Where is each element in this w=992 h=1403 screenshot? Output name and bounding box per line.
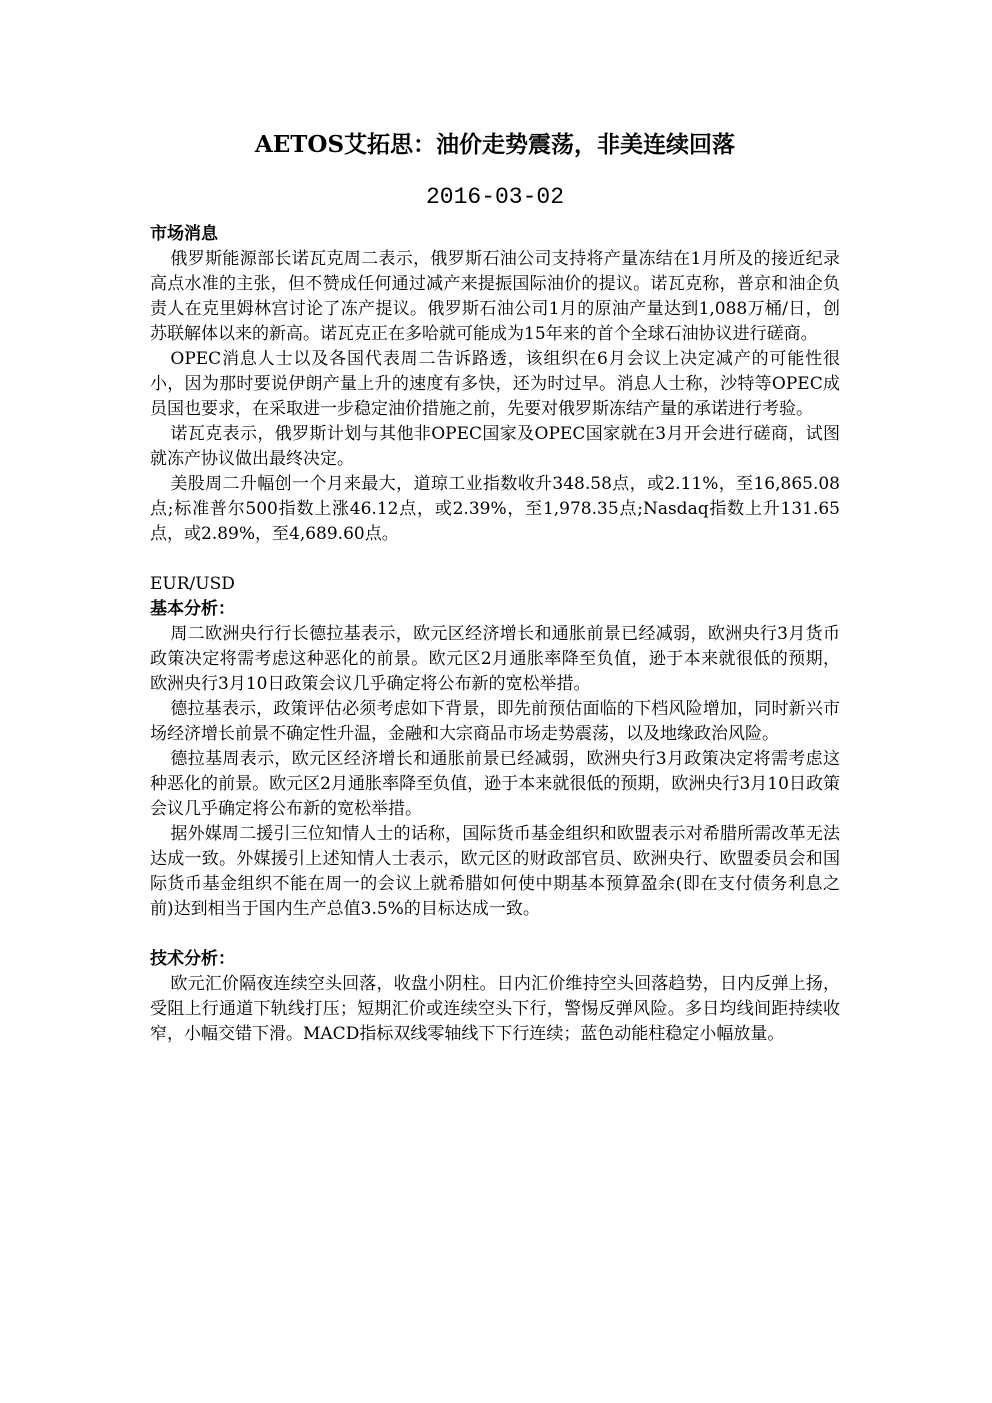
fundamental-paragraph: 据外媒周二援引三位知情人士的话称，国际货币基金组织和欧盟表示对希腊所需改革无法达成一致。外媒援引上述知情人士表示，欧元区的财政部官员、欧洲央行、欧盟委员会和国际货币基金组织不能在周一的会议上就希腊如何使中期基本预算盈余(即在支付债务利息之前)达到相当于国内生产总值3.5%的目标达成一致。 [150, 824, 840, 919]
market-paragraph: 诺瓦克表示，俄罗斯计划与其他非OPEC国家及OPEC国家就在3月开会进行磋商，试图就冻产协议做出最终决定。 [150, 424, 840, 469]
fundamental-paragraph: 德拉基表示，政策评估必须考虑如下背景，即先前预估面临的下档风险增加，同时新兴市场经济增长前景不确定性升温，金融和大宗商品市场走势震荡，以及地缘政治风险。 [150, 699, 840, 744]
market-paragraph: OPEC消息人士以及各国代表周二告诉路透，该组织在6月会议上决定减产的可能性很小，因为那时要说伊朗产量上升的速度有多快，还为时过早。消息人士称，沙特等OPEC成员国也要求，在采取进一步稳定油价措施之前，先要对俄罗斯冻结产量的承诺进行考验。 [150, 349, 840, 419]
fundamental-paragraph: 德拉基周表示，欧元区经济增长和通胀前景已经减弱，欧洲央行3月政策决定将需考虑这种恶化的前景。欧元区2月通胀率降至负值，逊于本来就很低的预期，欧洲央行3月10日政策会议几乎确定将公布新的宽松举措。 [150, 749, 840, 819]
fundamental-analysis-heading: 基本分析： [150, 599, 235, 619]
section-spacer [150, 547, 840, 572]
technical-analysis-heading: 技术分析： [150, 949, 235, 969]
fundamental-paragraph: 周二欧洲央行行长德拉基表示，欧元区经济增长和通胀前景已经减弱，欧洲央行3月货币政策决定将需考虑这种恶化的前景。欧元区2月通胀率降至负值，逊于本来就很低的预期，欧洲央行3月10日政策会议几乎确定将公布新的宽松举措。 [150, 624, 840, 694]
market-paragraph: 俄罗斯能源部长诺瓦克周二表示，俄罗斯石油公司支持将产量冻结在1月所及的接近纪录高点水准的主张，但不赞成任何通过减产来提振国际油价的提议。诺瓦克称，普京和油企负责人在克里姆林宫讨论了冻产提议。俄罗斯石油公司1月的原油产量达到1,088万桶/日，创苏联解体以来的新高。诺瓦克正在多哈就可能成为15年来的首个全球石油协议进行磋商。 [150, 249, 840, 344]
technical-paragraph: 欧元汇价隔夜连续空头回落，收盘小阴柱。日内汇价维持空头回落趋势，日内反弹上扬，受阻上行通道下轨线打压；短期汇价或连续空头下行，警惕反弹风险。多日均线间距持续收窄，小幅交错下滑。MACD指标双线零轴线下下行连续；蓝色动能柱稳定小幅放量。 [150, 974, 840, 1044]
document-date: 2016-03-02 [425, 184, 565, 210]
section-spacer [150, 922, 840, 947]
document-page [150, 128, 840, 1047]
currency-pair-label: EUR/USD [150, 574, 235, 594]
document-title: AETOS艾拓思：油价走势震荡，非美连续回落 [254, 131, 736, 158]
market-news-heading: 市场消息 [150, 224, 218, 244]
market-paragraph: 美股周二升幅创一个月来最大，道琼工业指数收升348.58点，或2.11%，至16,865.08点;标准普尔500指数上涨46.12点，或2.39%，至1,978.35点;Nasdaq指数上升131.65点，或2.89%，至4,689.60点。 [150, 474, 840, 544]
